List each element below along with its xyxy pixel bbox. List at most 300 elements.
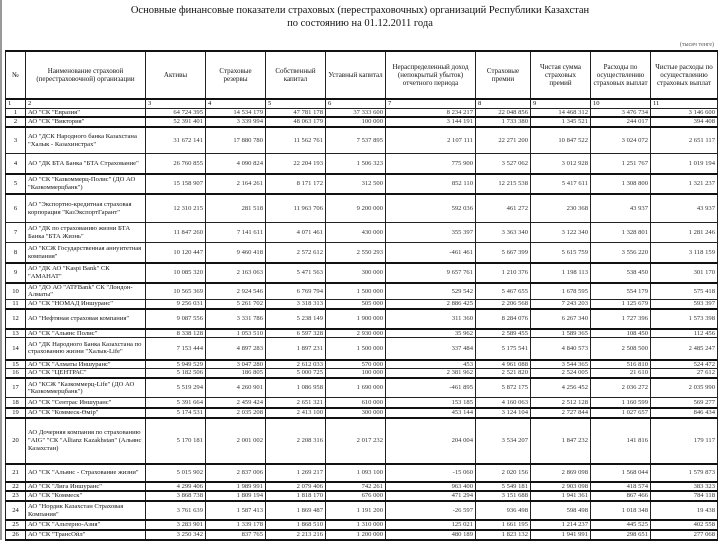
value-cell: 11 963 706 bbox=[266, 194, 326, 223]
value-cell: 453 bbox=[386, 360, 476, 369]
value-cell: 383 323 bbox=[651, 482, 718, 492]
value-cell: 2 869 098 bbox=[531, 464, 591, 482]
table-row bbox=[6, 418, 718, 464]
value-cell: 1 818 170 bbox=[266, 491, 326, 501]
value-cell: 1 328 801 bbox=[591, 223, 651, 243]
value-cell: 2 381 962 bbox=[386, 369, 476, 378]
document-title bbox=[0, 4, 720, 30]
row-number: 9 bbox=[6, 263, 26, 283]
value-cell: 1 053 510 bbox=[206, 329, 266, 338]
organization-name: АО "СК "Евразия" bbox=[26, 108, 146, 117]
value-cell: 43 937 bbox=[651, 194, 718, 223]
organization-name: АО "ДК БТА Банка "БТА Страхование" bbox=[26, 154, 146, 174]
value-cell: 2 017 232 bbox=[326, 418, 386, 464]
value-cell: 5 519 294 bbox=[146, 378, 206, 398]
value-cell: 3 761 639 bbox=[146, 501, 206, 520]
organization-name: АО "СК "Альтерно-Азия" bbox=[26, 520, 146, 530]
value-cell: 5 182 506 bbox=[146, 369, 206, 378]
value-cell: 4 090 824 bbox=[206, 154, 266, 174]
organization-name: АО "СК "Альянс Полис" bbox=[26, 329, 146, 338]
value-cell: 1 690 000 bbox=[326, 378, 386, 398]
value-cell: 311 360 bbox=[386, 309, 476, 329]
value-cell: 1 500 000 bbox=[326, 283, 386, 300]
value-cell: 1 191 200 bbox=[326, 501, 386, 520]
value-cell: 402 558 bbox=[651, 520, 718, 530]
column-number: 1 bbox=[6, 99, 26, 108]
value-cell: 4 071 461 bbox=[266, 223, 326, 243]
value-cell: 453 144 bbox=[386, 408, 476, 418]
value-cell: 516 810 bbox=[591, 360, 651, 369]
value-cell: 1 989 991 bbox=[206, 482, 266, 492]
value-cell: 2 035 208 bbox=[206, 408, 266, 418]
value-cell: 2 208 316 bbox=[266, 418, 326, 464]
value-cell: 2 213 216 bbox=[266, 530, 326, 540]
row-number: 21 bbox=[6, 464, 26, 482]
value-cell: 2 589 455 bbox=[476, 329, 531, 338]
value-cell: 3 331 786 bbox=[206, 309, 266, 329]
value-cell: 12 215 538 bbox=[476, 174, 531, 194]
value-cell: 2 036 272 bbox=[591, 378, 651, 398]
table-row bbox=[6, 329, 718, 338]
value-cell: 3 250 342 bbox=[146, 530, 206, 540]
value-cell: 3 476 734 bbox=[591, 108, 651, 117]
value-cell: 11 562 761 bbox=[266, 127, 326, 154]
value-cell: 4 299 406 bbox=[146, 482, 206, 492]
value-cell: 3 124 104 bbox=[476, 408, 531, 418]
value-cell: 19 438 bbox=[651, 501, 718, 520]
organization-name: АО "СК "Казкоммерц-Полис" (ДО АО "Казкоммерцбанк") bbox=[26, 174, 146, 194]
table-row bbox=[6, 530, 718, 540]
value-cell: 3 363 340 bbox=[476, 223, 531, 243]
value-cell: 37 333 600 bbox=[326, 108, 386, 117]
value-cell: 14 468 312 bbox=[531, 108, 591, 117]
value-cell: 2 521 820 bbox=[476, 369, 531, 378]
value-cell: 529 542 bbox=[386, 283, 476, 300]
table-row bbox=[6, 338, 718, 360]
value-cell: 2 524 005 bbox=[531, 369, 591, 378]
table-row bbox=[6, 154, 718, 174]
row-number: 5 bbox=[6, 174, 26, 194]
value-cell: 1 210 376 bbox=[476, 263, 531, 283]
organization-name: АО "СК "Виктория" bbox=[26, 117, 146, 127]
table-row bbox=[6, 491, 718, 501]
row-number: 8 bbox=[6, 243, 26, 263]
row-number: 12 bbox=[6, 309, 26, 329]
organization-name: АО "Экспортно-кредитная страховая корпорация "КазЭкспортГарант" bbox=[26, 194, 146, 223]
column-header: Наименование страховой (перестраховочной) организации bbox=[26, 51, 146, 99]
value-cell: 4 840 573 bbox=[531, 338, 591, 360]
value-cell: 4 160 063 bbox=[476, 398, 531, 408]
column-header: Собственный капитал bbox=[266, 51, 326, 99]
organization-name: АО "СК "Алматы Иншуранс" bbox=[26, 360, 146, 369]
row-number: 4 bbox=[6, 154, 26, 174]
row-number: 23 bbox=[6, 491, 26, 501]
value-cell: 936 498 bbox=[476, 501, 531, 520]
value-cell: 1 868 510 bbox=[266, 520, 326, 530]
column-number: 11 bbox=[651, 99, 718, 108]
value-cell: 5 238 149 bbox=[266, 309, 326, 329]
value-cell: 3 527 062 bbox=[476, 154, 531, 174]
value-cell: 8 171 172 bbox=[266, 174, 326, 194]
value-cell: 1 251 767 bbox=[591, 154, 651, 174]
value-cell: 5 615 759 bbox=[531, 243, 591, 263]
value-cell: 5 015 902 bbox=[146, 464, 206, 482]
organization-name: АО "СК "Коммеск" bbox=[26, 491, 146, 501]
value-cell: 3 534 207 bbox=[476, 418, 531, 464]
value-cell: 8 234 217 bbox=[386, 108, 476, 117]
value-cell: -15 060 bbox=[386, 464, 476, 482]
financial-indicators-table bbox=[5, 50, 718, 541]
value-cell: 14 534 179 bbox=[206, 108, 266, 117]
value-cell: 100 000 bbox=[326, 117, 386, 127]
value-cell: 9 087 556 bbox=[146, 309, 206, 329]
column-header: Чистые расходы по осуществлению страховых выплат bbox=[651, 51, 718, 99]
row-number: 25 bbox=[6, 520, 26, 530]
value-cell: 5 261 702 bbox=[206, 299, 266, 308]
value-cell: -461 461 bbox=[386, 243, 476, 263]
row-number: 6 bbox=[6, 194, 26, 223]
value-cell: 1 809 194 bbox=[206, 491, 266, 501]
value-cell: 141 816 bbox=[591, 418, 651, 464]
value-cell: 3 024 072 bbox=[591, 127, 651, 154]
value-cell: 2 550 293 bbox=[326, 243, 386, 263]
value-cell: 1 727 396 bbox=[591, 309, 651, 329]
row-number: 2 bbox=[6, 117, 26, 127]
value-cell: 1 589 365 bbox=[531, 329, 591, 338]
value-cell: 10 120 447 bbox=[146, 243, 206, 263]
organization-name: АО "ДСК Народного банка Казахстана "Халык - Казахинстрах" bbox=[26, 127, 146, 154]
value-cell: 1 573 398 bbox=[651, 309, 718, 329]
value-cell: 846 434 bbox=[651, 408, 718, 418]
value-cell: 1 160 599 bbox=[591, 398, 651, 408]
value-cell: 8 284 076 bbox=[476, 309, 531, 329]
value-cell: 6 267 340 bbox=[531, 309, 591, 329]
row-number: 14 bbox=[6, 338, 26, 360]
column-number-row bbox=[6, 99, 718, 108]
value-cell: 22 048 856 bbox=[476, 108, 531, 117]
value-cell: 2 163 063 bbox=[206, 263, 266, 283]
value-cell: 2 651 321 bbox=[266, 398, 326, 408]
value-cell: 430 000 bbox=[326, 223, 386, 243]
column-header: № bbox=[6, 51, 26, 99]
value-cell: 2 886 425 bbox=[386, 299, 476, 308]
value-cell: 4 256 452 bbox=[531, 378, 591, 398]
value-cell: 1 345 521 bbox=[531, 117, 591, 127]
value-cell: 3 012 928 bbox=[531, 154, 591, 174]
column-number: 7 bbox=[386, 99, 476, 108]
value-cell: 2 612 033 bbox=[266, 360, 326, 369]
value-cell: 312 500 bbox=[326, 174, 386, 194]
value-cell: 52 391 401 bbox=[146, 117, 206, 127]
value-cell: 418 574 bbox=[591, 482, 651, 492]
value-cell: 43 937 bbox=[591, 194, 651, 223]
value-cell: 2 413 100 bbox=[266, 408, 326, 418]
value-cell: 2 508 500 bbox=[591, 338, 651, 360]
value-cell: 4 260 901 bbox=[206, 378, 266, 398]
value-cell: 1 269 217 bbox=[266, 464, 326, 482]
value-cell: 5 549 181 bbox=[476, 482, 531, 492]
table-row bbox=[6, 464, 718, 482]
value-cell: 480 189 bbox=[386, 530, 476, 540]
value-cell: 1 869 487 bbox=[266, 501, 326, 520]
value-cell: 610 000 bbox=[326, 398, 386, 408]
organization-name: АО "Нордик Казахстан Страховая Компания" bbox=[26, 501, 146, 520]
value-cell: 1 661 195 bbox=[476, 520, 531, 530]
value-cell: 300 000 bbox=[326, 408, 386, 418]
value-cell: 5 175 541 bbox=[476, 338, 531, 360]
organization-name: АО "ДК по страхованию жизни БТА Банка "БТА Жизнь" bbox=[26, 223, 146, 243]
organization-name: АО "СК "Коммеск-Өмір" bbox=[26, 408, 146, 418]
value-cell: 10 085 320 bbox=[146, 263, 206, 283]
table-row bbox=[6, 223, 718, 243]
value-cell: 7 537 895 bbox=[326, 127, 386, 154]
table-row bbox=[6, 369, 718, 378]
column-number: 3 bbox=[146, 99, 206, 108]
value-cell: 47 781 178 bbox=[266, 108, 326, 117]
value-cell: 461 272 bbox=[476, 194, 531, 223]
column-number: 10 bbox=[591, 99, 651, 108]
column-header: Страховые резервы bbox=[206, 51, 266, 99]
value-cell: 8 338 128 bbox=[146, 329, 206, 338]
value-cell: 1 506 323 bbox=[326, 154, 386, 174]
table-row bbox=[6, 194, 718, 223]
value-cell: 298 651 bbox=[591, 530, 651, 540]
value-cell: 2 837 006 bbox=[206, 464, 266, 482]
organization-name: АО "СК "Альянс - Страхование жизни" bbox=[26, 464, 146, 482]
row-number: 20 bbox=[6, 418, 26, 464]
value-cell: 12 310 215 bbox=[146, 194, 206, 223]
organization-name: АО "СК "ТрансОйл" bbox=[26, 530, 146, 540]
value-cell: 2 651 117 bbox=[651, 127, 718, 154]
value-cell: 2 020 156 bbox=[476, 464, 531, 482]
organization-name: АО "СК "ЦЕНТРАС" bbox=[26, 369, 146, 378]
title-line-1: Основные финансовые показатели страховых (перестраховочных) организаций Республики Казахстан bbox=[130, 5, 590, 16]
value-cell: 125 021 bbox=[386, 520, 476, 530]
organization-name: АО "КСЖ Государственная аннуитетная компания" bbox=[26, 243, 146, 263]
value-cell: 471 294 bbox=[386, 491, 476, 501]
value-cell: 1 198 113 bbox=[531, 263, 591, 283]
column-header: Активы bbox=[146, 51, 206, 99]
value-cell: 1 308 800 bbox=[591, 174, 651, 194]
value-cell: 281 518 bbox=[206, 194, 266, 223]
value-cell: 1 823 132 bbox=[476, 530, 531, 540]
column-number: 2 bbox=[26, 99, 146, 108]
value-cell: 355 397 bbox=[386, 223, 476, 243]
table-row bbox=[6, 501, 718, 520]
value-cell: 1 310 000 bbox=[326, 520, 386, 530]
value-cell: 445 525 bbox=[591, 520, 651, 530]
value-cell: 2 035 990 bbox=[651, 378, 718, 398]
value-cell: 244 017 bbox=[591, 117, 651, 127]
row-number: 3 bbox=[6, 127, 26, 154]
table-row bbox=[6, 174, 718, 194]
column-header: Расходы по осуществлению страховых выплат bbox=[591, 51, 651, 99]
table-row bbox=[6, 117, 718, 127]
value-cell: 1 941 361 bbox=[531, 491, 591, 501]
value-cell: 394 408 bbox=[651, 117, 718, 127]
value-cell: 2 924 546 bbox=[206, 283, 266, 300]
value-cell: 48 063 179 bbox=[266, 117, 326, 127]
value-cell: 35 962 bbox=[386, 329, 476, 338]
table-row bbox=[6, 360, 718, 369]
table-row bbox=[6, 263, 718, 283]
table-row bbox=[6, 482, 718, 492]
value-cell: 1 093 100 bbox=[326, 464, 386, 482]
value-cell: 1 125 679 bbox=[591, 299, 651, 308]
value-cell: 593 397 bbox=[651, 299, 718, 308]
table-row bbox=[6, 127, 718, 154]
column-header: Уставный капитал bbox=[326, 51, 386, 99]
organization-name: АО "СК "НОМАД Иншуранс" bbox=[26, 299, 146, 308]
value-cell: 204 004 bbox=[386, 418, 476, 464]
value-cell: 5 000 725 bbox=[266, 369, 326, 378]
organization-name: АО "СК "Лига Иншуранс" bbox=[26, 482, 146, 492]
value-cell: 22 271 200 bbox=[476, 127, 531, 154]
value-cell: 9 460 418 bbox=[206, 243, 266, 263]
units-note: (тысяч тенге) bbox=[679, 42, 714, 48]
value-cell: 27 612 bbox=[651, 369, 718, 378]
value-cell: 1 847 232 bbox=[531, 418, 591, 464]
value-cell: 3 146 600 bbox=[651, 108, 718, 117]
row-number: 22 bbox=[6, 482, 26, 492]
value-cell: 1 339 178 bbox=[206, 520, 266, 530]
value-cell: 3 151 688 bbox=[476, 491, 531, 501]
column-number: 8 bbox=[476, 99, 531, 108]
column-number: 5 bbox=[266, 99, 326, 108]
value-cell: 575 418 bbox=[651, 283, 718, 300]
value-cell: 1 941 991 bbox=[531, 530, 591, 540]
row-number: 24 bbox=[6, 501, 26, 520]
organization-name: АО "СК "Сентрас Иншуранс" bbox=[26, 398, 146, 408]
value-cell: 5 174 531 bbox=[146, 408, 206, 418]
value-cell: 179 117 bbox=[651, 418, 718, 464]
column-number: 9 bbox=[531, 99, 591, 108]
row-number: 16 bbox=[6, 369, 26, 378]
row-number: 19 bbox=[6, 408, 26, 418]
organization-name: АО "КСЖ "Казкоммерц-Life" (ДО АО "Казкоммерцбанк") bbox=[26, 378, 146, 398]
value-cell: 569 277 bbox=[651, 398, 718, 408]
value-cell: 3 144 191 bbox=[386, 117, 476, 127]
value-cell: 676 000 bbox=[326, 491, 386, 501]
title-line-2: по состоянию на 01.12.2011 года bbox=[287, 18, 433, 29]
row-number: 10 bbox=[6, 283, 26, 300]
value-cell: 17 880 780 bbox=[206, 127, 266, 154]
value-cell: 5 872 175 bbox=[476, 378, 531, 398]
value-cell: 64 724 395 bbox=[146, 108, 206, 117]
row-number: 13 bbox=[6, 329, 26, 338]
value-cell: 337 484 bbox=[386, 338, 476, 360]
value-cell: 7 243 203 bbox=[531, 299, 591, 308]
column-header: Страховые премии bbox=[476, 51, 531, 99]
value-cell: 5 667 399 bbox=[476, 243, 531, 263]
column-number: 4 bbox=[206, 99, 266, 108]
value-cell: 3 122 340 bbox=[531, 223, 591, 243]
value-cell: 3 047 280 bbox=[206, 360, 266, 369]
value-cell: 742 261 bbox=[326, 482, 386, 492]
column-header: Нераспределенный доход (непокрытый убыток) отчетного периода bbox=[386, 51, 476, 99]
value-cell: 592 036 bbox=[386, 194, 476, 223]
value-cell: 2 164 261 bbox=[206, 174, 266, 194]
value-cell: -26 597 bbox=[386, 501, 476, 520]
organization-name: АО "ДК Народного Банка Казахстана по страхованию жизни "Халык-Life" bbox=[26, 338, 146, 360]
value-cell: 1 281 246 bbox=[651, 223, 718, 243]
value-cell: 3 318 313 bbox=[266, 299, 326, 308]
value-cell: 1 587 413 bbox=[206, 501, 266, 520]
value-cell: 186 805 bbox=[206, 369, 266, 378]
row-number: 11 bbox=[6, 299, 26, 308]
value-cell: 108 450 bbox=[591, 329, 651, 338]
value-cell: 6 597 328 bbox=[266, 329, 326, 338]
value-cell: 11 847 260 bbox=[146, 223, 206, 243]
value-cell: 1 500 000 bbox=[326, 338, 386, 360]
row-number: 15 bbox=[6, 360, 26, 369]
value-cell: 1 897 231 bbox=[266, 338, 326, 360]
value-cell: 1 086 958 bbox=[266, 378, 326, 398]
value-cell: 3 544 365 bbox=[531, 360, 591, 369]
value-cell: 5 471 563 bbox=[266, 263, 326, 283]
page-edge bbox=[0, 0, 2, 540]
value-cell: 524 472 bbox=[651, 360, 718, 369]
value-cell: 6 769 794 bbox=[266, 283, 326, 300]
value-cell: 867 466 bbox=[591, 491, 651, 501]
value-cell: 2 485 247 bbox=[651, 338, 718, 360]
value-cell: 5 417 611 bbox=[531, 174, 591, 194]
value-cell: 3 868 738 bbox=[146, 491, 206, 501]
value-cell: 301 170 bbox=[651, 263, 718, 283]
value-cell: 3 556 220 bbox=[591, 243, 651, 263]
value-cell: 2 727 844 bbox=[531, 408, 591, 418]
row-number: 17 bbox=[6, 378, 26, 398]
value-cell: 7 153 444 bbox=[146, 338, 206, 360]
value-cell: 2 930 000 bbox=[326, 329, 386, 338]
value-cell: 31 672 141 bbox=[146, 127, 206, 154]
table-row bbox=[6, 243, 718, 263]
table-row bbox=[6, 378, 718, 398]
table-row bbox=[6, 398, 718, 408]
value-cell: 5 467 655 bbox=[476, 283, 531, 300]
value-cell: 2 512 128 bbox=[531, 398, 591, 408]
value-cell: 837 765 bbox=[206, 530, 266, 540]
value-cell: 2 107 111 bbox=[386, 127, 476, 154]
value-cell: 1 018 348 bbox=[591, 501, 651, 520]
table-row bbox=[6, 283, 718, 300]
row-number: 26 bbox=[6, 530, 26, 540]
value-cell: 2 079 406 bbox=[266, 482, 326, 492]
value-cell: 10 847 522 bbox=[531, 127, 591, 154]
value-cell: 230 368 bbox=[531, 194, 591, 223]
value-cell: 1 733 380 bbox=[476, 117, 531, 127]
value-cell: 1 019 194 bbox=[651, 154, 718, 174]
organization-name: АО "ДК АО "Kaspi Bank" СК "АМАНАТ" bbox=[26, 263, 146, 283]
value-cell: 1 678 595 bbox=[531, 283, 591, 300]
value-cell: 1 321 237 bbox=[651, 174, 718, 194]
value-cell: 5 949 529 bbox=[146, 360, 206, 369]
value-cell: 9 200 000 bbox=[326, 194, 386, 223]
value-cell: 4 961 088 bbox=[476, 360, 531, 369]
table-row bbox=[6, 108, 718, 117]
value-cell: 2 001 002 bbox=[206, 418, 266, 464]
value-cell: -461 895 bbox=[386, 378, 476, 398]
value-cell: 2 903 098 bbox=[531, 482, 591, 492]
table-row bbox=[6, 520, 718, 530]
value-cell: 4 897 283 bbox=[206, 338, 266, 360]
value-cell: 7 141 611 bbox=[206, 223, 266, 243]
value-cell: 852 110 bbox=[386, 174, 476, 194]
value-cell: 2 459 424 bbox=[206, 398, 266, 408]
value-cell: 570 000 bbox=[326, 360, 386, 369]
table-row bbox=[6, 299, 718, 308]
header-row bbox=[6, 51, 718, 99]
